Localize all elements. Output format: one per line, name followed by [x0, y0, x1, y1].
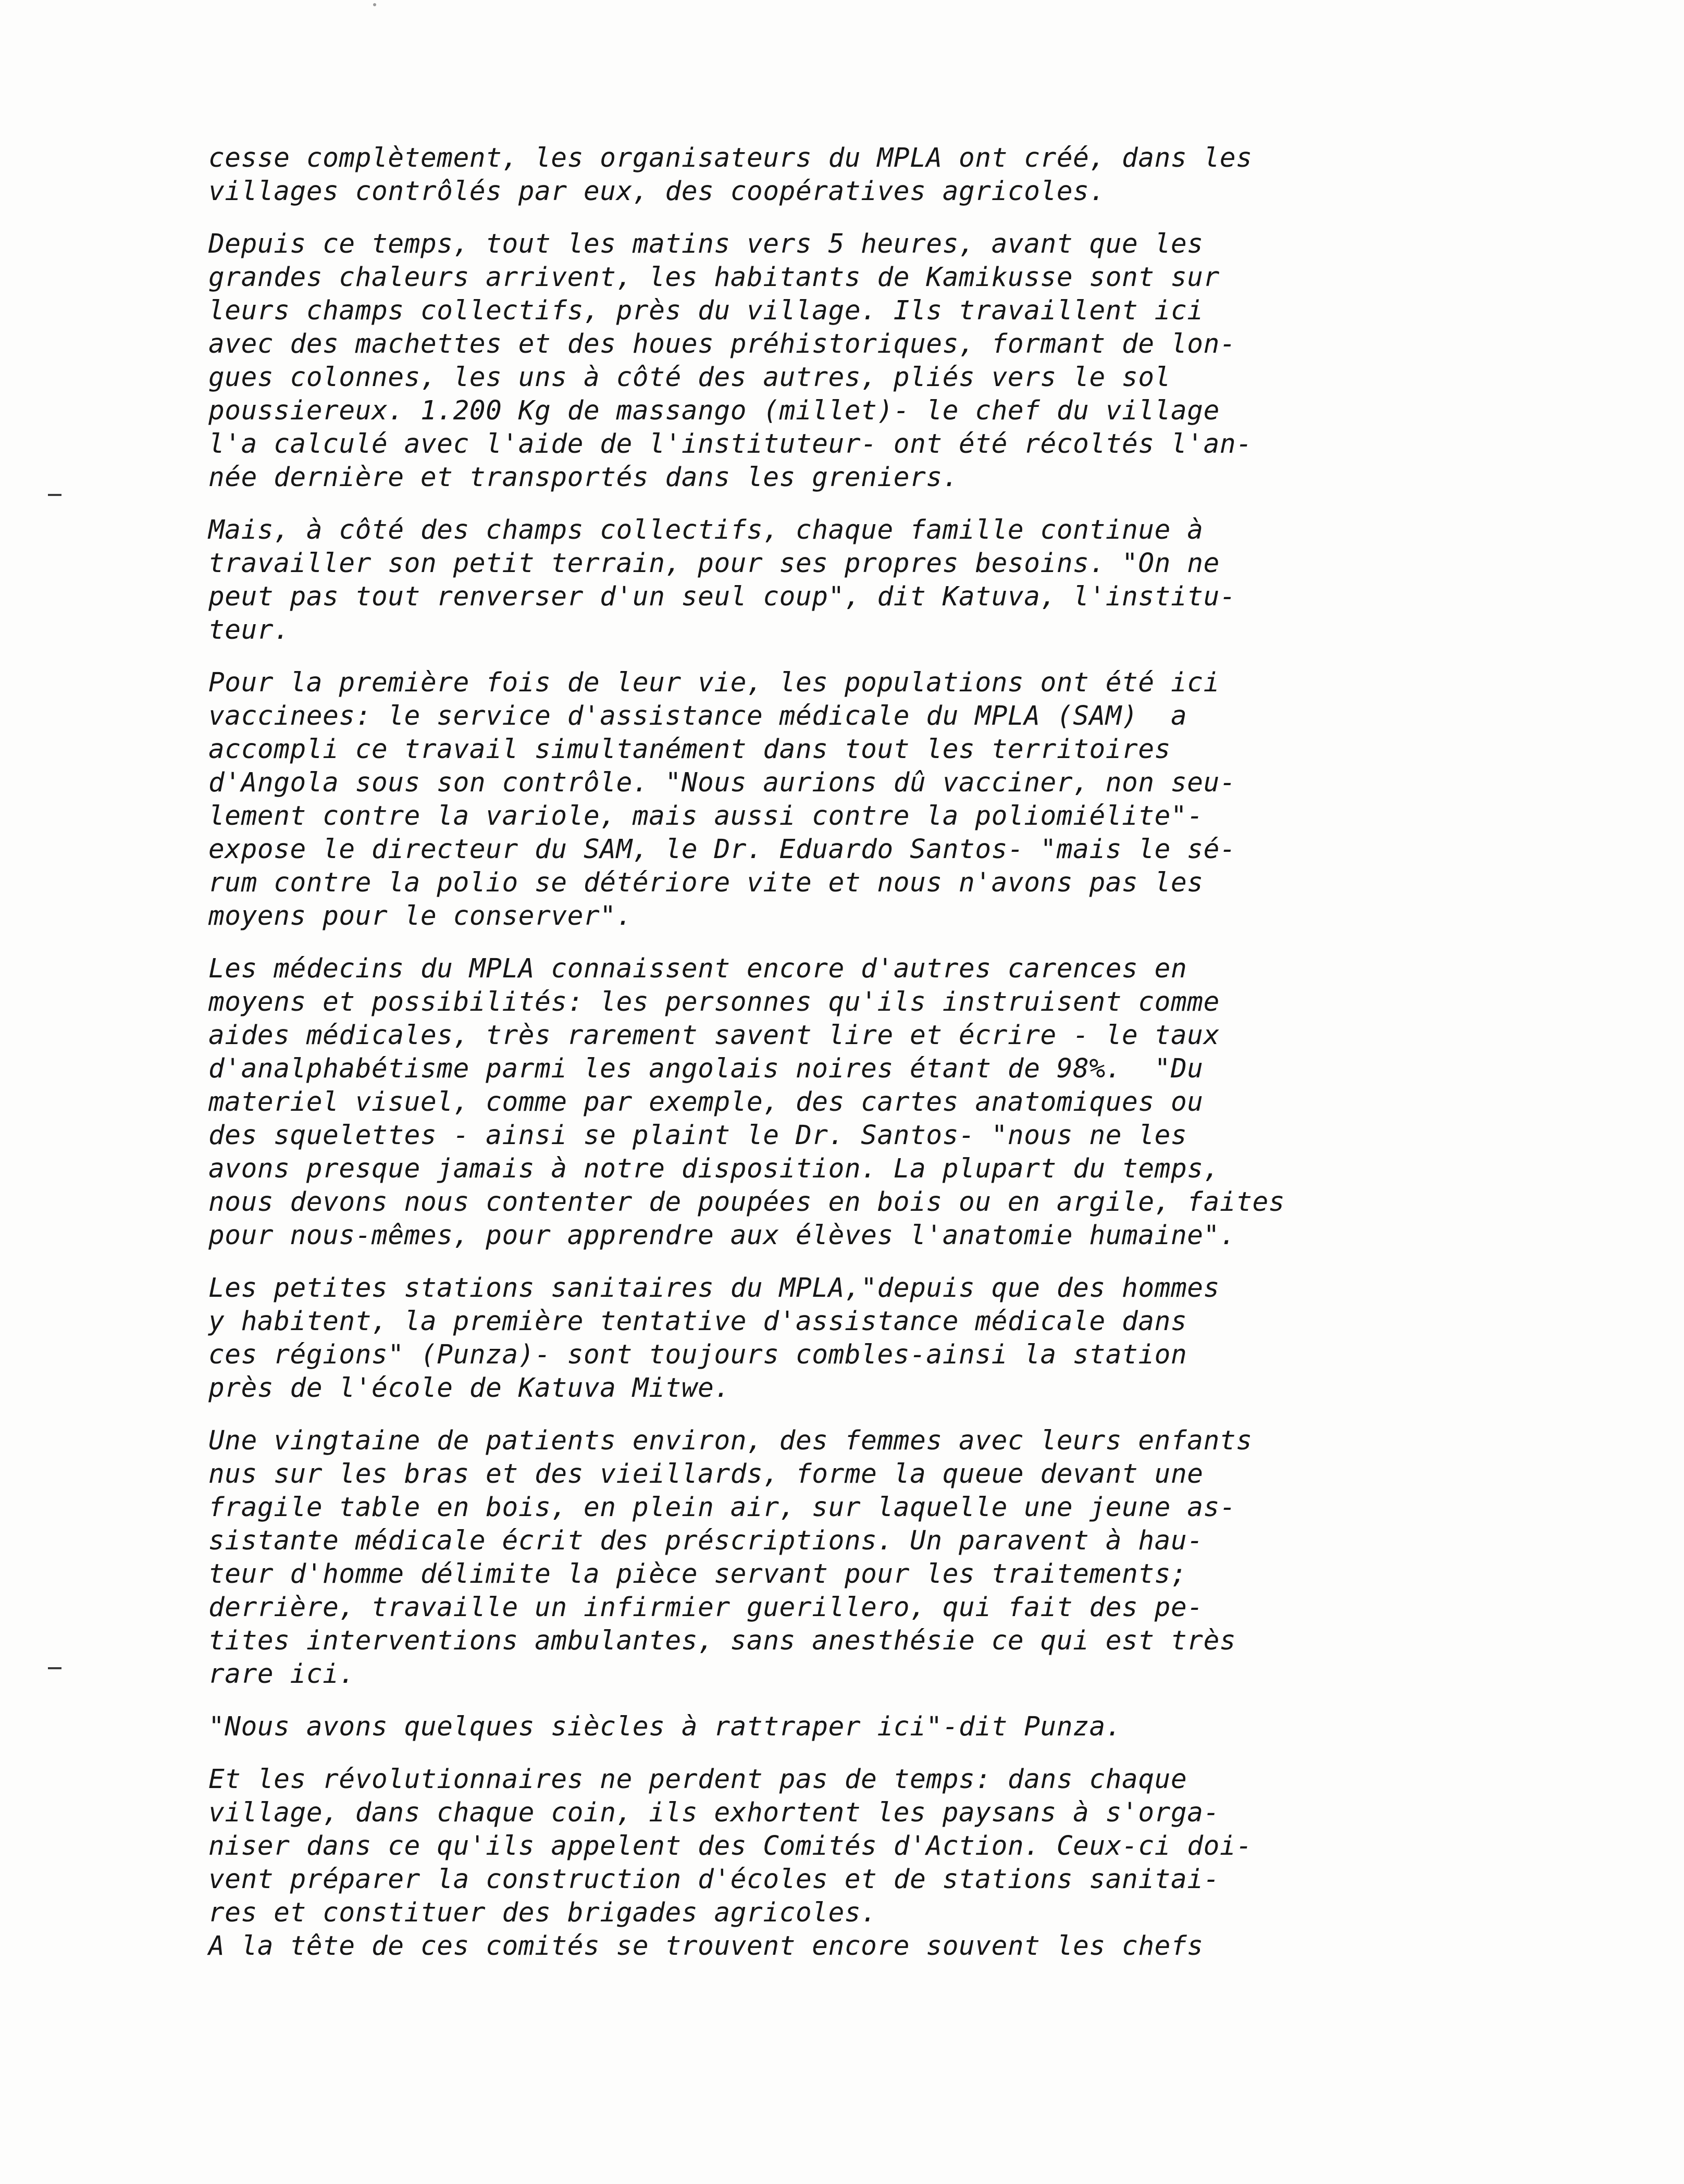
text-line: lement contre la variole, mais aussi contre la poliomiélite"-	[208, 801, 1204, 832]
paragraph-punza-quote	[208, 1710, 1584, 1744]
text-line: nus sur les bras et des vieillards, forme la queue devant une	[208, 1459, 1204, 1490]
text-line: près de l'école de Katuva Mitwe.	[208, 1373, 730, 1404]
text-line: des squelettes - ainsi se plaint le Dr. Santos- "nous ne les	[208, 1120, 1187, 1151]
text-line: avons presque jamais à notre disposition. La plupart du temps,	[208, 1153, 1220, 1184]
text-line: Une vingtaine de patients environ, des femmes avec leurs enfants	[208, 1425, 1253, 1456]
text-line: moyens et possibilités: les personnes qu'ils instruisent comme	[208, 987, 1220, 1017]
text-line: Mais, à côté des champs collectifs, chaque famille continue à	[208, 515, 1204, 545]
text-line: rum contre la polio se détériore vite et nous n'avons pas les	[208, 867, 1204, 898]
paragraph-vaccination	[208, 666, 1584, 933]
paragraph-action-committees	[208, 1763, 1584, 1963]
text-line: d'analphabétisme parmi les angolais noires étant de 98%. "Du	[208, 1053, 1204, 1084]
margin-dash-mark	[48, 1667, 61, 1669]
document-body	[208, 142, 1584, 1963]
paragraph-health-stations	[208, 1272, 1584, 1405]
text-line: village, dans chaque coin, ils exhortent les paysans à s'orga-	[208, 1797, 1220, 1828]
text-line: teur d'homme délimite la pièce servant pour les traitements;	[208, 1559, 1187, 1590]
text-line: teur.	[208, 615, 290, 646]
text-line: l'a calculé avec l'aide de l'instituteur- ont été récoltés l'an-	[208, 429, 1253, 460]
text-line: derrière, travaille un infirmier guerillero, qui fait des pe-	[208, 1592, 1204, 1623]
text-line: A la tête de ces comités se trouvent encore souvent les chefs	[208, 1931, 1204, 1962]
text-line: poussiereux. 1.200 Kg de massango (millet)- le chef du village	[208, 395, 1220, 426]
text-line: peut pas tout renverser d'un seul coup", dit Katuva, l'institu-	[208, 581, 1236, 612]
paragraph-family-plots	[208, 514, 1584, 647]
text-line: d'Angola sous son contrôle. "Nous aurions dû vacciner, non seu-	[208, 767, 1236, 798]
text-line: pour nous-mêmes, pour apprendre aux élèves l'anatomie humaine".	[208, 1220, 1236, 1251]
paragraph-medical-shortages	[208, 952, 1584, 1252]
text-line: avec des machettes et des houes préhistoriques, formant de lon-	[208, 329, 1236, 359]
text-line: Depuis ce temps, tout les matins vers 5 heures, avant que les	[208, 229, 1204, 259]
text-line: leurs champs collectifs, près du village. Ils travaillent ici	[208, 295, 1204, 326]
text-line: fragile table en bois, en plein air, sur laquelle une jeune as-	[208, 1492, 1236, 1523]
text-line: Et les révolutionnaires ne perdent pas de temps: dans chaque	[208, 1764, 1187, 1795]
text-line: moyens pour le conserver".	[208, 901, 633, 932]
paragraph-cooperatives	[208, 142, 1584, 208]
text-line: aides médicales, très rarement savent lire et écrire - le taux	[208, 1020, 1220, 1051]
paragraph-patients	[208, 1424, 1584, 1691]
text-line: sistante médicale écrit des préscriptions. Un paravent à hau-	[208, 1525, 1204, 1556]
text-line: grandes chaleurs arrivent, les habitants de Kamikusse sont sur	[208, 262, 1220, 293]
text-line: accompli ce travail simultanément dans tout les territoires	[208, 734, 1171, 765]
text-line: y habitent, la première tentative d'assistance médicale dans	[208, 1306, 1187, 1337]
paper-speck	[373, 3, 376, 6]
text-line: Les médecins du MPLA connaissent encore d'autres carences en	[208, 953, 1187, 984]
text-line: Les petites stations sanitaires du MPLA,"depuis que des hommes	[208, 1273, 1220, 1304]
text-line: "Nous avons quelques siècles à rattraper ici"-dit Punza.	[208, 1711, 1122, 1742]
text-line: rare ici.	[208, 1659, 355, 1690]
text-line: Pour la première fois de leur vie, les populations ont été ici	[208, 667, 1220, 698]
margin-dash-mark	[48, 494, 61, 496]
text-line: cesse complètement, les organisateurs du MPLA ont créé, dans les	[208, 143, 1253, 173]
text-line: née dernière et transportés dans les greniers.	[208, 462, 959, 493]
text-line: nous devons nous contenter de poupées en bois ou en argile, faites	[208, 1187, 1285, 1218]
text-line: res et constituer des brigades agricoles.	[208, 1897, 877, 1928]
text-line: materiel visuel, comme par exemple, des cartes anatomiques ou	[208, 1087, 1204, 1118]
text-line: vaccinees: le service d'assistance médicale du MPLA (SAM) a	[208, 701, 1187, 731]
text-line: niser dans ce qu'ils appelent des Comités d'Action. Ceux-ci doi-	[208, 1831, 1253, 1862]
text-line: travailler son petit terrain, pour ses propres besoins. "On ne	[208, 548, 1220, 579]
text-line: gues colonnes, les uns à côté des autres, pliés vers le sol	[208, 362, 1171, 393]
text-line: villages contrôlés par eux, des coopératives agricoles.	[208, 176, 1106, 207]
text-line: vent préparer la construction d'écoles et de stations sanitai-	[208, 1864, 1220, 1895]
text-line: ces régions" (Punza)- sont toujours combles-ainsi la station	[208, 1339, 1187, 1370]
text-line: expose le directeur du SAM, le Dr. Eduardo Santos- "mais le sé-	[208, 834, 1236, 865]
paragraph-collective-fields	[208, 228, 1584, 494]
text-line: tites interventions ambulantes, sans anesthésie ce qui est très	[208, 1625, 1236, 1656]
